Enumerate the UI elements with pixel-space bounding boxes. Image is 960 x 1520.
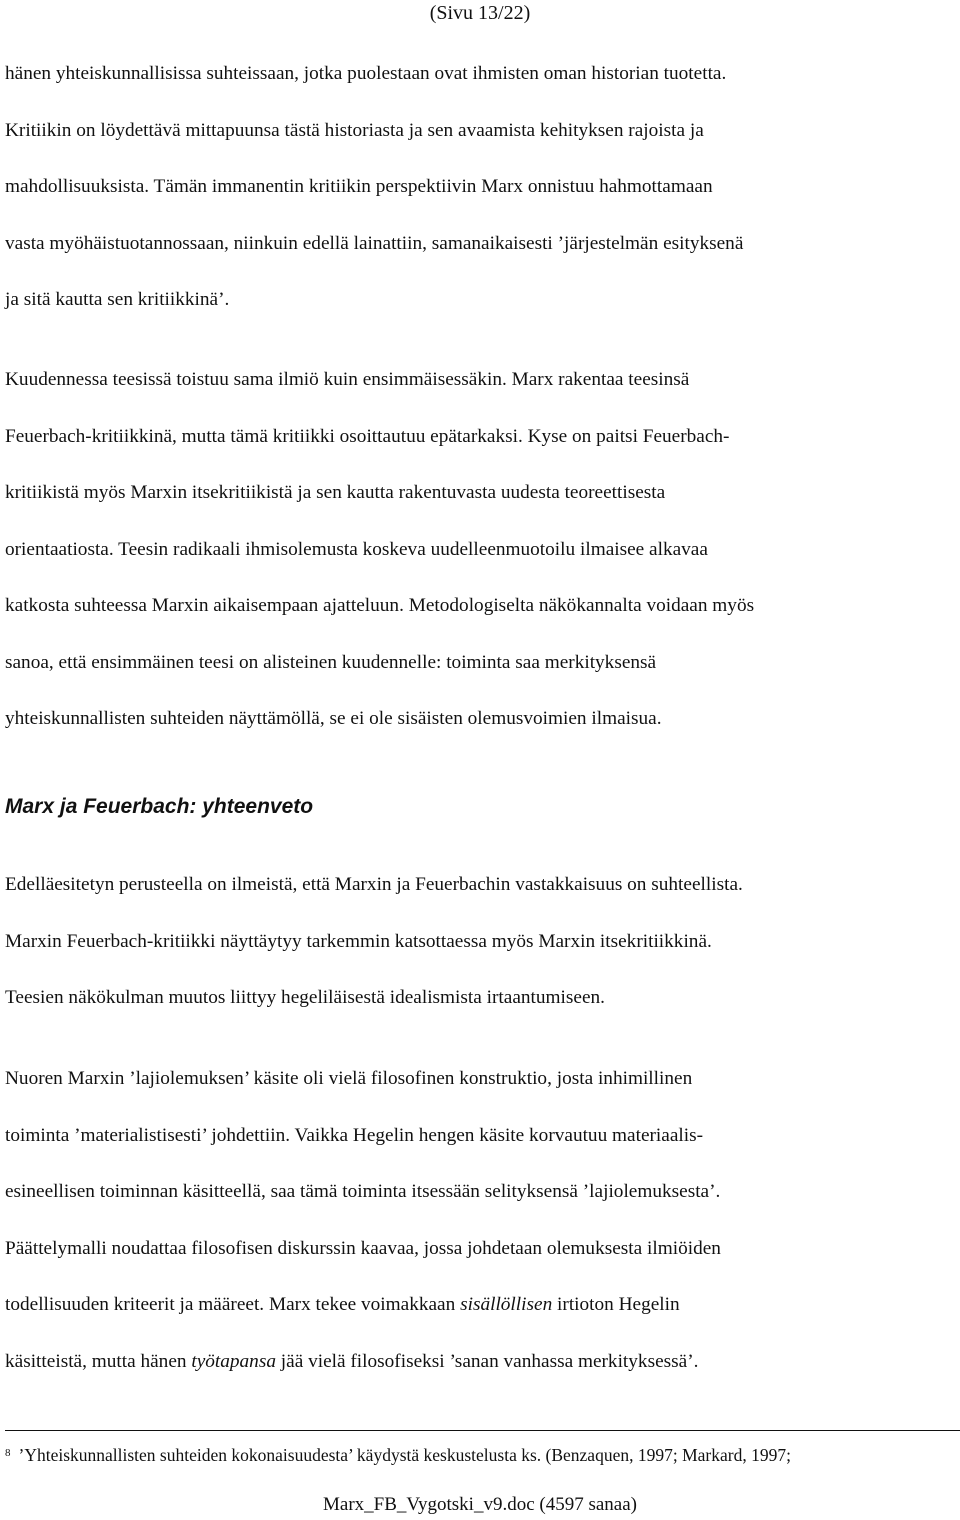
text-line: vasta myöhäistuotannossaan, niinkuin edellä lainattiin, samanaikaisesti ’järjestelmän esityksenä [5,232,744,254]
text-line: orientaatiosta. Teesin radikaali ihmisolemusta koskeva uudelleenmuotoilu ilmaisee alkavaa [5,538,708,560]
text-line: hänen yhteiskunnallisissa suhteissaan, jotka puolestaan ovat ihmisten oman historian tuotetta. [5,63,727,84]
text-line: esineellisen toiminnan käsitteellä, saa tämä toiminta itsessään selityksensä ’lajiolemuksesta’. [5,1181,721,1202]
section-heading: Marx ja Feuerbach: yhteenveto [5,795,314,818]
text-segment: jää vielä filosofiseksi ’sanan vanhassa merkityksessä’. [275,1350,699,1372]
text-line: Nuoren Marxin ’lajiolemuksen’ käsite oli vielä filosofinen konstruktio, josta inhimillinen [5,1068,693,1089]
page-header: (Sivu 13/22) [429,2,531,24]
text-line: Kuudennessa teesissä toistuu sama ilmiö kuin ensimmäisessäkin. Marx rakentaa teesinsä [5,369,690,390]
text-line: yhteiskunnallisten suhteiden näyttämöllä, se ei ole sisäisten olemusvoimien ilmaisua. [5,708,662,729]
paragraph-4 [5,1051,960,1390]
text-line: Kritiikin on löydettävä mittapuunsa tästä historiasta ja sen avaamista kehityksen rajoista ja [5,119,704,141]
text-line: toiminta ’materialistisesti’ johdettiin. Vaikka Hegelin hengen käsite korvautuu materiaalis- [5,1124,704,1146]
text-line: kritiikistä myös Marxin itsekritiikistä ja sen kautta rakentuvasta uudesta teoreettisesta [5,482,666,503]
footnote-text: ’Yhteiskunnallisten suhteiden kokonaisuudesta’ käydystä keskustelusta ks. (Benzaquen, 1997; Markard, 1997; [18,1445,791,1465]
page-footer: Marx_FB_Vygotski_v9.doc (4597 sanaa) [323,1494,637,1515]
footnote [5,1441,960,1469]
text-line: Feuerbach-kritiikkinä, mutta tämä kritiikki osoittautuu epätarkaksi. Kyse on paitsi Feuerbach- [5,425,730,447]
footnote-divider [5,1430,960,1431]
text-line: sanoa, että ensimmäinen teesi on alisteinen kuudennelle: toiminta saa merkityksensä [5,651,657,673]
text-segment: todellisuuden kriteerit ja määreet. Marx tekee voimakkaan [5,1294,461,1315]
text-segment: irtioton Hegelin [552,1294,680,1315]
text-line: Teesien näkökulman muutos liittyy hegeliläisestä idealismista irtaantumiseen. [5,987,605,1008]
footnote-number: 8 [5,1447,11,1459]
text-line [5,1334,960,1391]
text-segment: käsitteistä, mutta hänen [5,1350,192,1372]
text-line: katkosta suhteessa Marxin aikaisempaan ajatteluun. Metodologiselta näkökannalta voidaan myös [5,595,755,616]
text-line: Marxin Feuerbach-kritiikki näyttäytyy tarkemmin katsottaessa myös Marxin itsekritiikkinä. [5,930,712,952]
emphasis-text: sisällöllisen [460,1294,553,1315]
paragraph-1 [5,46,960,329]
text-line: mahdollisuuksista. Tämän immanentin kritiikin perspektiivin Marx onnistuu hahmottamaan [5,176,713,197]
text-line [5,1277,960,1334]
text-line: Edelläesitetyn perusteella on ilmeistä, että Marxin ja Feuerbachin vastakkaisuus on suhteellista. [5,874,743,895]
text-line: ja sitä kautta sen kritiikkinä’. [5,289,230,310]
paragraph-2 [5,352,960,748]
text-line: Päättelymalli noudattaa filosofisen diskurssin kaavaa, jossa johdetaan olemuksesta ilmiöiden [5,1237,721,1259]
paragraph-3 [5,857,960,1027]
emphasis-text: työtapansa [191,1350,276,1372]
